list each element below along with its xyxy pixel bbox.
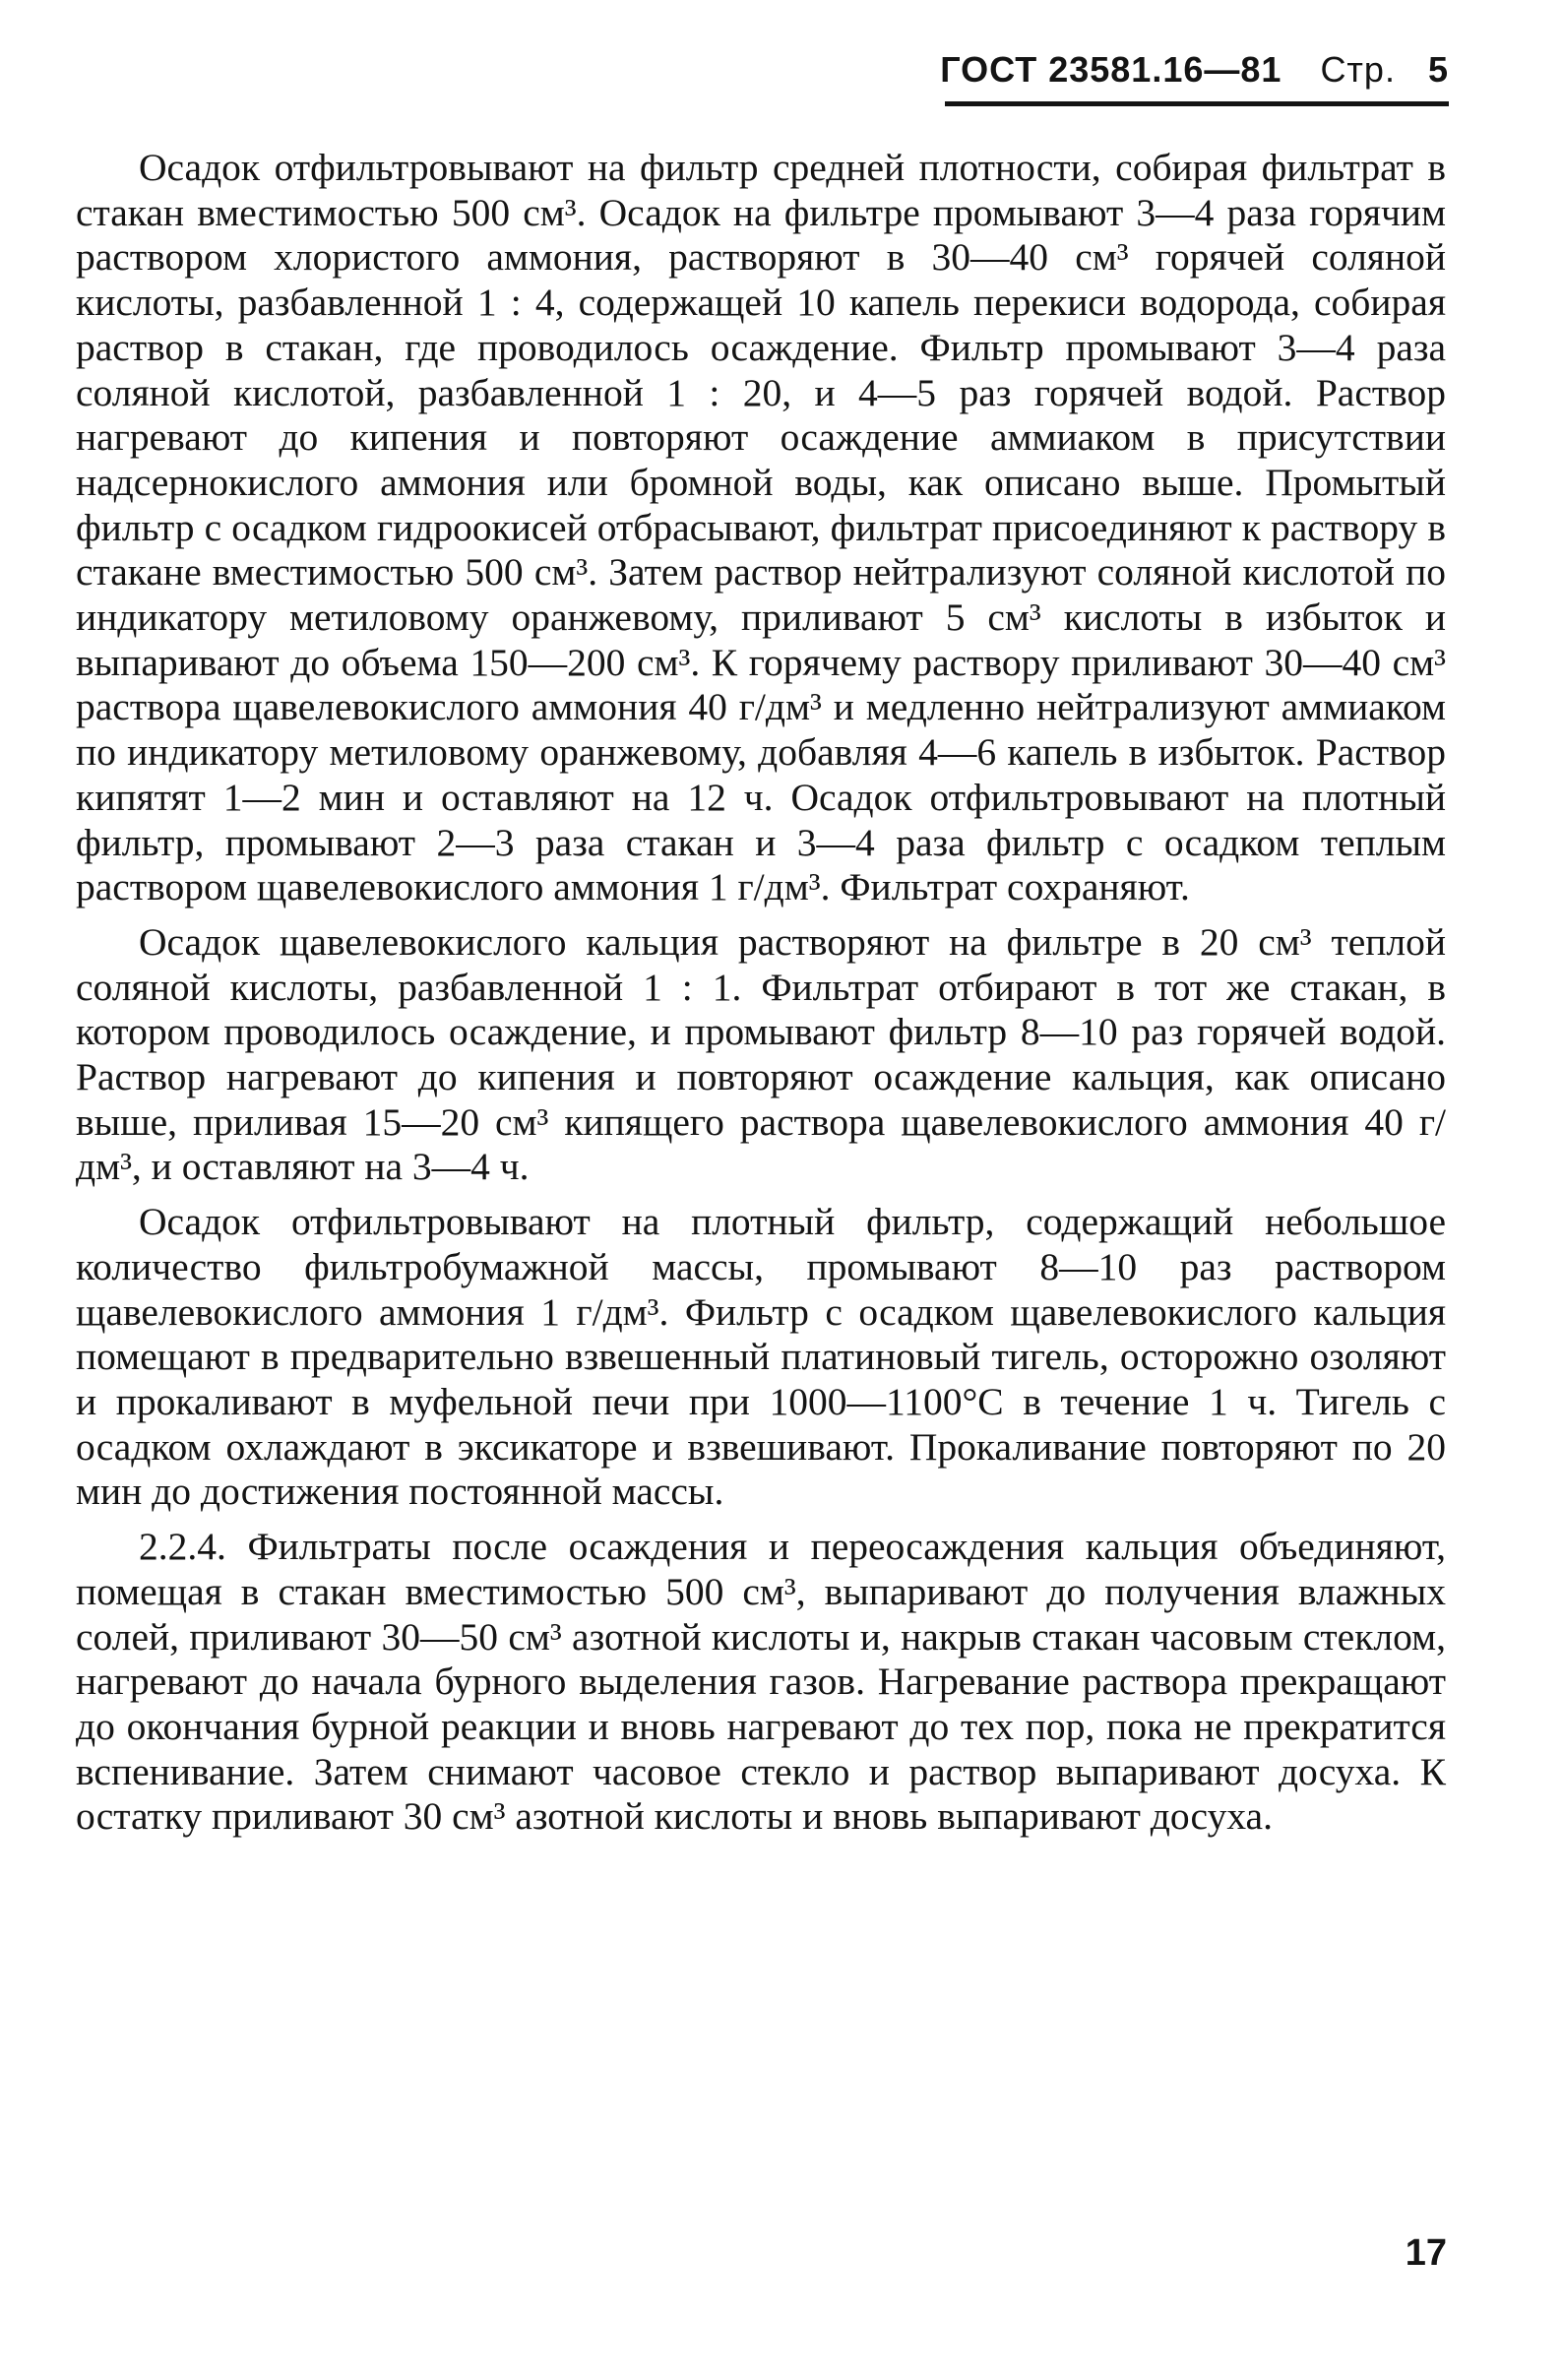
sheet-number: 17 (1405, 2232, 1447, 2274)
paragraph-section-2-2-4: 2.2.4. Фильтраты после осаждения и переосаждения кальция объединяют, помещая в стакан вместимостью 500 см³, выпаривают до получения влажных солей, приливают 30—50 см³ азотной кислоты и, накрыв стакан часовым стеклом, нагревают до начала бурного выделения газов. Нагревание раствора прекращают до окончания бурной реакции и вновь нагревают до тех пор, пока не прекратится вспенивание. Затем снимают часовое стекло и раствор выпаривают досуха. К остатку приливают 30 см³ азотной кислоты и вновь выпаривают досуха. (76, 1525, 1446, 1839)
document-body (76, 146, 1446, 1840)
page-label: Стр. (1320, 49, 1396, 90)
standard-number: ГОСТ 23581.16—81 (940, 49, 1282, 90)
page-header (940, 49, 1449, 91)
header-rule (945, 101, 1449, 106)
paragraph-calcium-oxalate-dissolution: Осадок щавелевокислого кальция растворяют на фильтре в 20 см³ теплой соляной кислоты, разбавленной 1 : 1. Фильтрат отбирают в тот же стакан, в котором проводилось осаждение, и промывают фильтр 8—10 раз горячей водой. Раствор нагревают до кипения и повторяют осаждение кальция, как описано выше, приливая 15—20 см³ кипящего раствора щавелевокислого аммония 40 г/дм³, и оставляют на 3—4 ч. (76, 919, 1446, 1189)
paragraph-calcination: Осадок отфильтровывают на плотный фильтр, содержащий небольшое количество фильтробумажной массы, промывают 8—10 раз раствором щавелевокислого аммония 1 г/дм³. Фильтр с осадком щавелевокислого кальция помещают в предварительно взвешенный платиновый тигель, осторожно озоляют и прокаливают в муфельной печи при 1000—1100°С в течение 1 ч. Тигель с осадком охлаждают в эксикаторе и взвешивают. Прокаливание повторяют по 20 мин до достижения постоянной массы. (76, 1200, 1446, 1514)
page-number: 5 (1427, 49, 1449, 90)
paragraph-precipitate-filtration: Осадок отфильтровывают на фильтр средней плотности, собирая фильтрат в стакан вместимостью 500 см³. Осадок на фильтре промывают 3—4 раза горячим раствором хлористого аммония, растворяют в 30—40 см³ горячей соляной кислоты, разбавленной 1 : 4, содержащей 10 капель перекиси водорода, собирая раствор в стакан, где проводилось осаждение. Фильтр промывают 3—4 раза соляной кислотой, разбавленной 1 : 20, и 4—5 раз горячей водой. Раствор нагревают до кипения и повторяют осаждение аммиаком в присутствии надсернокислого аммония или бромной воды, как описано выше. Промытый фильтр с осадком гидроокисей отбрасывают, фильтрат присоединяют к раствору в стакане вместимостью 500 см³. Затем раствор нейтрализуют соляной кислотой по индикатору метиловому оранжевому, приливают 5 см³ кислоты в избыток и выпаривают до объема 150—200 см³. К горячему раствору приливают 30—40 см³ раствора щавелевокислого аммония 40 г/дм³ и медленно нейтрализуют аммиаком по индикатору метиловому оранжевому, добавляя 4—6 капель в избыток. Раствор кипятят 1—2 мин и оставляют на 12 ч. Осадок отфильтровывают на плотный фильтр, промывают 2—3 раза стакан и 3—4 раза фильтр с осадком теплым раствором щавелевокислого аммония 1 г/дм³. Фильтрат сохраняют. (76, 146, 1446, 909)
